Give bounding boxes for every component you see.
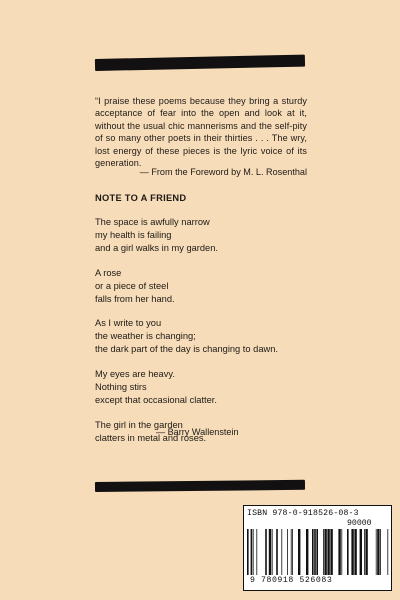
poem-line: my health is failing xyxy=(95,229,172,240)
poem-line: The girl in the garden xyxy=(95,419,183,430)
barcode-bar xyxy=(387,529,388,575)
barcode-bar xyxy=(314,529,316,575)
barcode-bar xyxy=(312,529,314,575)
isbn-label: ISBN 978-0-918526-08-3 xyxy=(247,509,359,518)
barcode-bar xyxy=(341,529,342,575)
barcode-bar xyxy=(324,529,326,575)
barcode-bar xyxy=(354,529,356,575)
barcode-bar xyxy=(380,529,381,575)
barcode-bar xyxy=(316,529,318,575)
stanza xyxy=(95,368,315,407)
poem-line: A rose xyxy=(95,267,122,278)
barcode-bar xyxy=(360,529,362,575)
barcode-bar xyxy=(269,529,271,575)
barcode-bar xyxy=(306,529,308,575)
poem-line: As I write to you xyxy=(95,318,162,329)
barcode-bars xyxy=(247,529,389,575)
barcode-bar xyxy=(247,529,249,575)
poem-line: and a girl walks in my garden. xyxy=(95,242,218,253)
stanza xyxy=(95,216,315,255)
bottom-decorative-rule xyxy=(95,480,305,492)
quote-attribution: — From the Foreword by M. L. Rosenthal xyxy=(139,167,307,177)
barcode-bar xyxy=(327,529,329,575)
barcode-bar xyxy=(338,529,340,575)
poem-line: except that occasional clatter. xyxy=(95,394,217,405)
barcode-bar xyxy=(281,529,282,575)
barcode-bar xyxy=(272,529,273,575)
poem-line: clatters in metal and roses. xyxy=(95,432,207,443)
barcode-bar xyxy=(298,529,300,575)
foreword-quote: “I praise these poems because they bring a sturdy acceptance of fear into the open and look at it, without the usual chic mannerisms and the self-pity of so many other poets in their thirties . . . The wry, lost energy of these pieces is the lyric voice of its generation. xyxy=(95,96,307,169)
poem-line: falls from her hand. xyxy=(95,293,175,304)
barcode-bar xyxy=(253,529,254,575)
poem-line: My eyes are heavy. xyxy=(95,369,175,380)
poem-line: or a piece of steel xyxy=(95,280,169,291)
barcode-bar xyxy=(323,529,324,575)
barcode-bar xyxy=(365,529,367,575)
poem-title: NOTE TO A FRIEND xyxy=(95,193,187,203)
barcode-bar xyxy=(377,529,379,575)
poem-line: The space is awfully narrow xyxy=(95,217,210,227)
ean-digits: 9 780918 526083 xyxy=(250,576,333,585)
poem-line: the weather is changing; xyxy=(95,331,196,342)
barcode-bar xyxy=(256,529,257,575)
poem-line: the dark part of the day is changing to dawn. xyxy=(95,344,278,355)
barcode-bar xyxy=(287,529,288,575)
barcode-bar xyxy=(265,529,267,575)
barcode-bar xyxy=(351,529,353,575)
barcode-bar xyxy=(376,529,377,575)
barcode-bar xyxy=(292,529,293,575)
barcode-bar xyxy=(251,529,253,575)
barcode-bar xyxy=(364,529,365,575)
stanza xyxy=(95,317,315,356)
poem-author: — Barry Wallenstein xyxy=(156,427,239,437)
barcode-bar xyxy=(291,529,292,575)
poem-line: Nothing stirs xyxy=(95,382,147,393)
top-decorative-rule xyxy=(95,55,305,71)
stanza xyxy=(95,267,315,306)
price-code: 90000 xyxy=(347,519,372,528)
barcode-bar xyxy=(330,529,332,575)
poem-body xyxy=(95,216,315,457)
barcode-bar xyxy=(347,529,349,575)
barcode-bar xyxy=(276,529,278,575)
